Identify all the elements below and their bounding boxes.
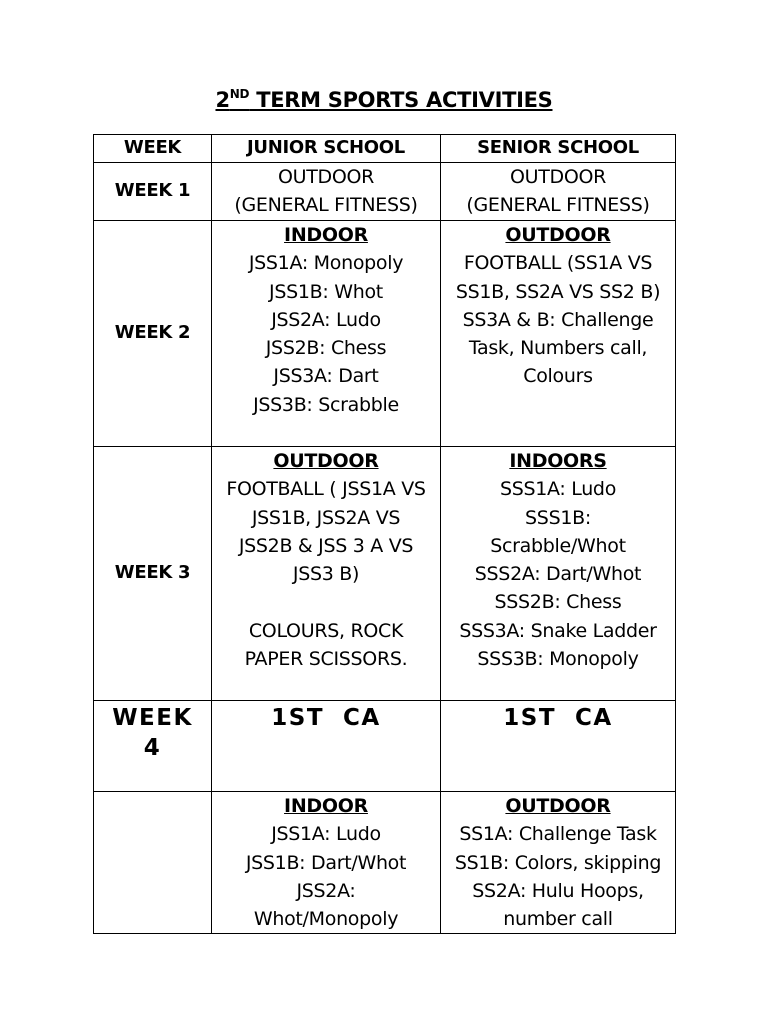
week-1-senior <box>441 163 676 221</box>
week-2-label: WEEK 2 <box>94 221 212 447</box>
week-3-senior-line: SSS1B: <box>525 506 591 529</box>
week-2-senior-line: Task, Numbers call, <box>468 337 648 360</box>
week-2-senior <box>441 221 676 447</box>
table-row-week-3 <box>94 447 676 701</box>
week-4-label <box>94 701 212 792</box>
week-5-junior-line: JSS2A: <box>296 879 356 902</box>
week-4-senior-ca: 1ST CA <box>441 701 676 792</box>
table-row-week-1 <box>94 163 676 221</box>
title-ordinal-suffix: ND <box>229 87 250 101</box>
title-text: TERM SPORTS ACTIVITIES <box>249 88 553 112</box>
week-5-junior <box>212 792 441 934</box>
week-5-junior-line: JSS1A: Ludo <box>271 823 381 846</box>
week-2-senior-line: SS3A & B: Challenge <box>462 308 654 331</box>
week-3-junior-line: PAPER SCISSORS. <box>244 648 408 671</box>
week-5-senior-line: SS2A: Hulu Hoops, <box>472 879 644 902</box>
table-row-week-5 <box>94 792 676 934</box>
week-3-senior-line: SSS2B: Chess <box>494 591 622 614</box>
week-2-junior-heading: INDOOR <box>284 224 368 246</box>
week-3-senior <box>441 447 676 701</box>
week-5-junior-heading: INDOOR <box>284 795 368 817</box>
page-title <box>0 88 768 112</box>
week-3-junior-line: JSS2B & JSS 3 A VS <box>238 534 414 557</box>
title-number: 2 <box>215 88 230 112</box>
week-3-junior-line: COLOURS, ROCK <box>248 619 404 642</box>
sports-activities-table <box>93 134 676 934</box>
week-1-junior-line: OUTDOOR <box>277 166 375 188</box>
week-3-senior-heading: INDOORS <box>509 450 607 472</box>
week-3-senior-line: SSS1A: Ludo <box>499 478 617 501</box>
week-2-senior-heading: OUTDOOR <box>505 224 611 246</box>
week-2-junior-line: JSS3B: Scrabble <box>253 393 399 416</box>
week-3-senior-line: Scrabble/Whot <box>490 534 626 557</box>
week-2-junior <box>212 221 441 447</box>
week-3-senior-line: SSS2A: Dart/Whot <box>474 563 642 586</box>
week-5-senior <box>441 792 676 934</box>
week-4-junior-ca: 1ST CA <box>212 701 441 792</box>
week-3-label: WEEK 3 <box>94 447 212 701</box>
table-header-row <box>94 135 676 163</box>
header-senior-school: SENIOR SCHOOL <box>441 135 676 163</box>
week-2-junior-line: JSS2A: Ludo <box>271 308 381 331</box>
week-3-junior-heading: OUTDOOR <box>273 450 379 472</box>
week-3-junior-line: FOOTBALL ( JSS1A VS <box>226 478 426 501</box>
week-3-junior-line: JSS1B, JSS2A VS <box>251 506 401 529</box>
table-row-week-4 <box>94 701 676 792</box>
week-5-label <box>94 792 212 934</box>
table-row-week-2 <box>94 221 676 447</box>
week-2-senior-line: SS1B, SS2A VS SS2 B) <box>455 280 661 303</box>
week-3-junior <box>212 447 441 701</box>
week-1-junior-line: (GENERAL FITNESS) <box>234 194 418 217</box>
week-5-senior-heading: OUTDOOR <box>505 795 611 817</box>
week-2-junior-line: JSS2B: Chess <box>265 337 387 360</box>
week-5-senior-line: SS1A: Challenge Task <box>459 823 657 846</box>
week-3-senior-line: SSS3A: Snake Ladder <box>459 619 657 642</box>
week-3-junior-line: JSS3 B) <box>292 563 360 586</box>
week-2-junior-line: JSS3A: Dart <box>273 365 379 388</box>
header-week: WEEK <box>94 135 212 163</box>
week-2-senior-line: FOOTBALL (SS1A VS <box>463 252 653 275</box>
week-2-junior-line: JSS1B: Whot <box>269 280 383 303</box>
week-5-senior-line: number call <box>503 908 613 931</box>
week-5-senior-line: SS1B: Colors, skipping <box>454 851 662 874</box>
header-junior-school: JUNIOR SCHOOL <box>212 135 441 163</box>
week-5-junior-line: JSS1B: Dart/Whot <box>245 851 407 874</box>
week-1-senior-line: (GENERAL FITNESS) <box>466 194 650 217</box>
week-3-junior-spacer <box>216 588 436 616</box>
week-2-senior-line: Colours <box>523 365 593 388</box>
week-3-senior-line: SSS3B: Monopoly <box>477 648 639 671</box>
week-1-label: WEEK 1 <box>94 163 212 221</box>
week-5-junior-line: Whot/Monopoly <box>253 908 399 931</box>
week-1-senior-line: OUTDOOR <box>509 166 607 188</box>
week-4-label-word: WEEK <box>112 705 193 731</box>
week-4-label-number: 4 <box>143 735 162 761</box>
week-1-junior <box>212 163 441 221</box>
week-2-junior-line: JSS1A: Monopoly <box>248 252 404 275</box>
